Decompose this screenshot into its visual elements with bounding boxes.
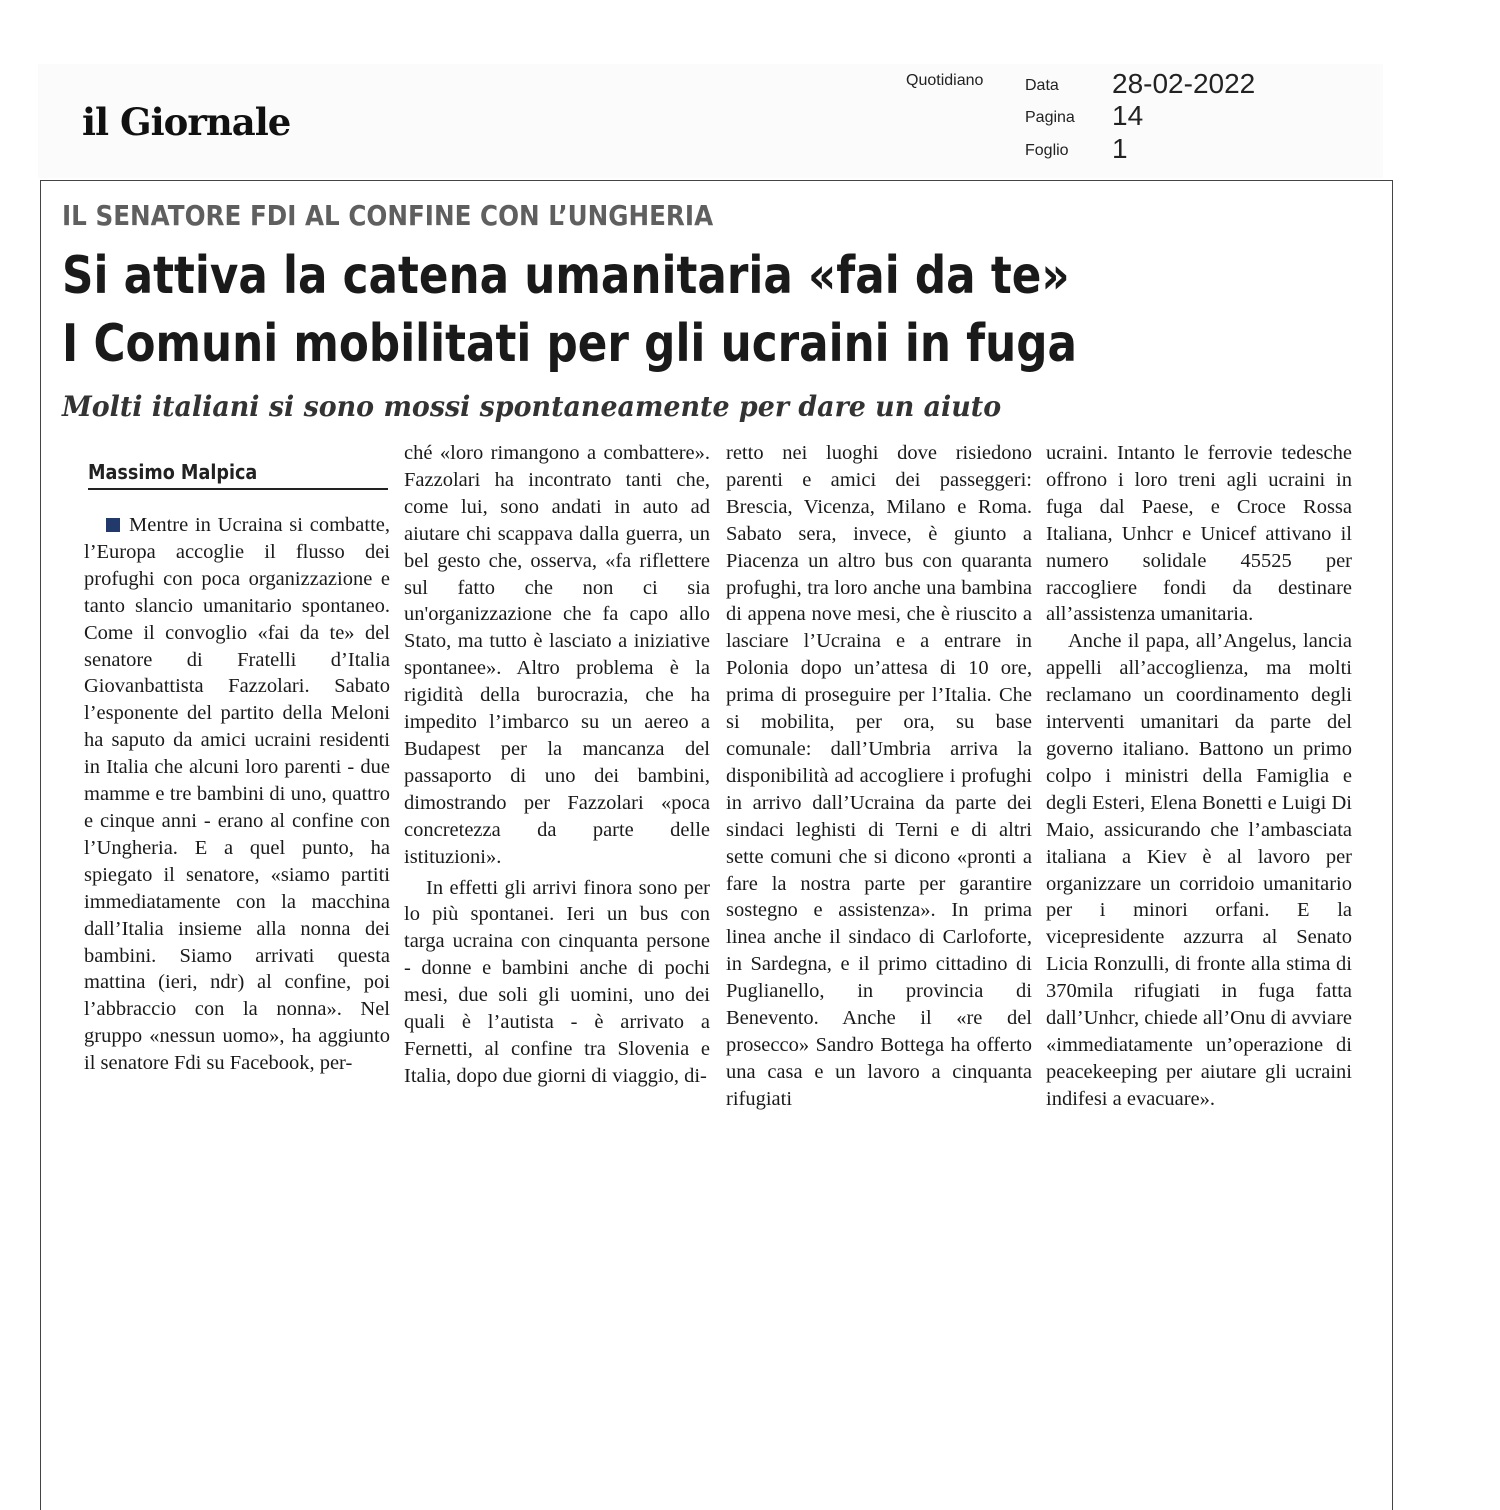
sheet-value: 1 <box>1112 133 1128 164</box>
page-value: 14 <box>1112 100 1144 131</box>
column-1-text: Mentre in Ucraina si combatte, l’Europa accoglie il flusso dei profughi con poca organizzazione e tanto slancio umanitario spontaneo. Come il convoglio «fai da te» del senatore di Fratelli d’Italia Giovanbattista Fazzolari. Sabato l’esponente del partito della Meloni ha saputo da amici ucraini residenti in Italia che alcuni loro parenti - due mamme e tre bambini di uno, quattro e cinque anni - erano al confine con l’Ungheria. E a quel punto, ha spiegato il senatore, «siamo partiti immediatamente con la macchina dall’Italia insieme alla nonna dei bambini. Siamo arrivati questa mattina (ieri, ndr) al confine, poi l’abbraccio con la nonna». Nel gruppo «nessun uomo», ha aggiunto il senatore Fdi su Facebook, per- <box>84 514 390 1075</box>
headline-line-1: Si attiva la catena umanitaria «fai da te» <box>62 246 1070 306</box>
column-2-paragraph-1: ché «loro rimangono a combattere». Fazzolari ha incontrato tanti che, come lui, sono andati in auto ad aiutare chi scappava dalla guerra, un bel gesto che, osserva, «fa riflettere sul fatto che non ci sia un'organizzazione che fa capo allo Stato, ma tutto è lasciato a iniziative spontanee». Altro problema è la rigidità della burocrazia, che ha impedito l’imbarco su un aereo a Budapest per la mancanza del passaporto di uno dei bambini, dimostrando per Fazzolari «poca concretezza da parte delle istituzioni». <box>404 442 710 868</box>
column-1-paragraph <box>84 512 390 1077</box>
headline-line-2: I Comuni mobilitati per gli ucraini in fuga <box>62 314 1077 374</box>
newspaper-logo: il Giornale <box>82 100 291 144</box>
column-3-paragraph-1: retto nei luoghi dove risiedono parenti e amici dei passeggeri: Brescia, Vicenza, Milano e Roma. Sabato sera, invece, è giunto a Piacenza un altro bus con quaranta profughi, tra loro anche una bambina di appena nove mesi, che è riuscito a lasciare l’Ucraina e a entrare in Polonia dopo un’attesa di 10 ore, prima di proseguire per l’Italia. Che si mobilita, per ora, su base comunale: dall’Umbria arriva la disponibilità ad accogliere i profughi in arrivo dall’Ucraina da parte dei sindaci leghisti di Terni e di altri sette comuni che si dicono «pronti a fare la nostra parte per garantire sostegno e assistenza». In prima linea anche il sindaco di Carloforte, in Sardegna, e il primo cittadino di Puglianello, in provincia di Benevento. Anche il «re del prosecco» Sandro Bottega ha offerto una casa e un lavoro a cinquanta rifugiati <box>726 442 1032 1110</box>
publication-type: Quotidiano <box>906 72 984 89</box>
subheadline: Molti italiani si sono mossi spontaneamente per dare un aiuto <box>62 390 1002 423</box>
page-label: Pagina <box>1025 109 1075 126</box>
column-4-paragraph-1: ucraini. Intanto le ferrovie tedesche offrono i loro treni agli ucraini in fuga dal Paese, e Croce Rossa Italiana, Unhcr e Unicef attivano il numero solidale 45525 per raccogliere fondi da destinare all’assistenza umanitaria. <box>1046 442 1352 626</box>
article-column-1 <box>84 512 390 1077</box>
date-value: 28-02-2022 <box>1112 68 1256 99</box>
article-column-4 <box>1046 440 1352 1113</box>
square-bullet-icon <box>106 518 120 532</box>
author-byline <box>88 460 388 490</box>
column-4-paragraph-2: Anche il papa, all’Angelus, lancia appelli all’accoglienza, ma molti reclamano un coordinamento degli interventi umanitari da parte del governo italiano. Battono un primo colpo i ministri della Famiglia e degli Esteri, Elena Bonetti e Luigi Di Maio, assicurando che l’ambasciata italiana a Kiev è al lavoro per organizzare un corridoio umanitario per i minori orfani. E la vicepresidente azzurra al Senato Licia Ronzulli, di fronte alla stima di 370mila rifugiati in fuga fatta dall’Unhcr, chiede all’Onu di avviare «immediatamente un’operazione di peacekeeping per aiutare gli ucraini indifesi a evacuare». <box>1046 630 1352 1110</box>
article-column-3 <box>726 440 1032 1113</box>
article-column-2 <box>404 440 710 1090</box>
column-2-paragraph-2: In effetti gli arrivi finora sono per lo più spontanei. Ieri un bus con targa ucraina con cinquanta persone - donne e bambini anche di pochi mesi, due soli gli uomini, uno dei quali è l’autista - è arrivato a Fernetti, al confine tra Slovenia e Italia, dopo due giorni di viaggio, di- <box>404 876 710 1087</box>
author-name: Massimo Malpica <box>88 460 258 484</box>
sheet-label: Foglio <box>1025 142 1069 159</box>
date-label: Data <box>1025 77 1059 94</box>
article-kicker: IL SENATORE FDI AL CONFINE CON L’UNGHERIA <box>62 199 714 232</box>
